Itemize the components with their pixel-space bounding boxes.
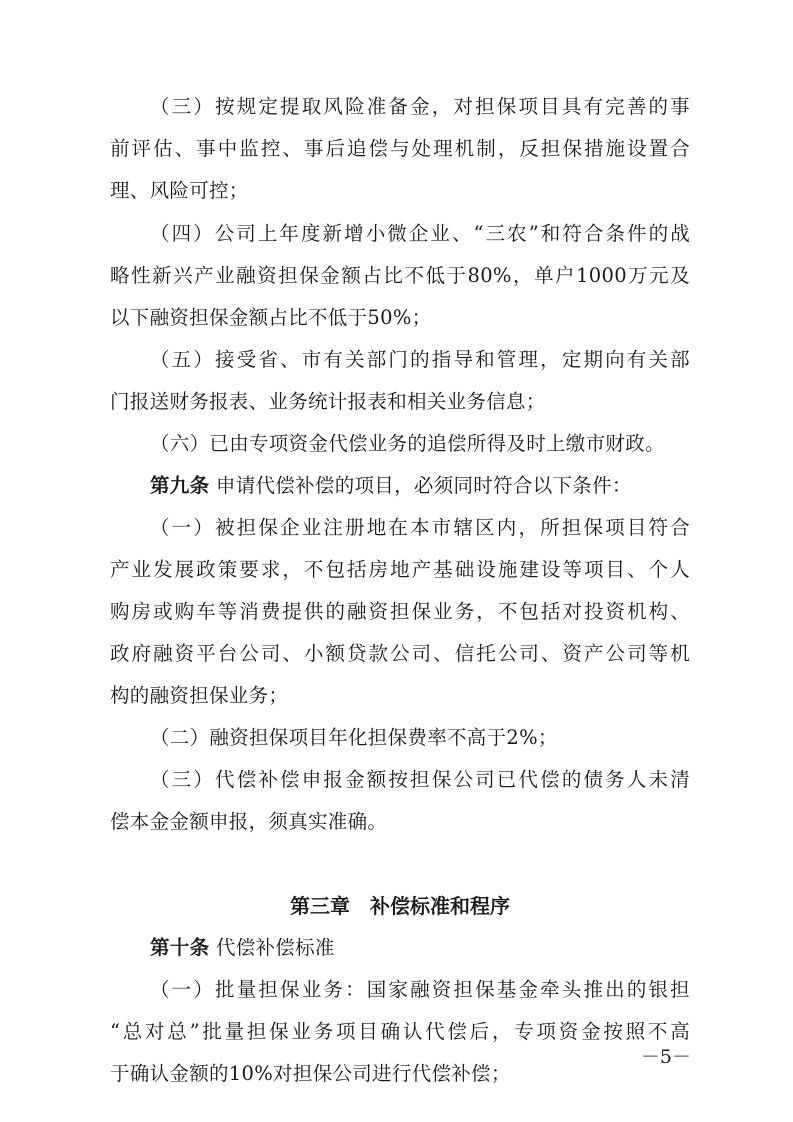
article-text: 申请代偿补偿的项目，必须同时符合以下条件： <box>215 474 632 497</box>
text-line: 门报送财务报表、业务统计报表和相关业务信息； <box>110 390 546 413</box>
text-line: 以下融资担保金额占比不低于50%； <box>110 306 432 329</box>
text-line: 前评估、事中监控、事后追偿与处理机制，反担保措施设置合 <box>110 137 690 160</box>
text-line: 产业发展政策要求，不包括房地产基础设施建设等项目、个人 <box>110 558 690 581</box>
text-line: 于确认金额的10%对担保公司进行代偿补偿； <box>110 1062 511 1085</box>
text-line: 购房或购车等消费提供的融资担保业务，不包括对投资机构、 <box>110 600 690 623</box>
text-line: 政府融资平台公司、小额贷款公司、信托公司、资产公司等机 <box>110 642 690 665</box>
chapter-heading: 第三章 补偿标准和程序 <box>290 894 510 918</box>
text-line: （二）融资担保项目年化担保费率不高于2%； <box>150 726 558 749</box>
article-text: 代偿补偿标准 <box>215 936 335 959</box>
page-number: －5－ <box>640 1046 691 1068</box>
article-label: 第十条 <box>150 936 210 959</box>
text-line: 构的融资担保业务； <box>110 684 289 707</box>
text-line: （四）公司上年度新增小微企业、“三农”和符合条件的战 <box>150 222 690 245</box>
text-line: “总对总”批量担保业务项目确认代偿后，专项资金按照不高 <box>110 1020 690 1043</box>
article-label: 第九条 <box>150 474 210 497</box>
article-10 <box>110 937 690 959</box>
text-line: （三）代偿补偿申报金额按担保公司已代偿的债务人未清 <box>150 768 690 791</box>
text-line: 理、风险可控； <box>110 179 249 202</box>
text-line: （五）接受省、市有关部门的指导和管理，定期向有关部 <box>150 348 690 371</box>
article-9 <box>110 475 690 497</box>
text-line: 偿本金金额申报，须真实准确。 <box>110 810 388 833</box>
text-line: （三）按规定提取风险准备金，对担保项目具有完善的事 <box>150 95 690 118</box>
text-line: （一）被担保企业注册地在本市辖区内，所担保项目符合 <box>150 516 690 539</box>
text-line: （一）批量担保业务：国家融资担保基金牵头推出的银担 <box>150 978 690 1001</box>
text-line: 略性新兴产业融资担保金额占比不低于80%，单户1000万元及 <box>110 264 690 287</box>
text-line: （六）已由专项资金代偿业务的追偿所得及时上缴市财政。 <box>150 432 665 455</box>
